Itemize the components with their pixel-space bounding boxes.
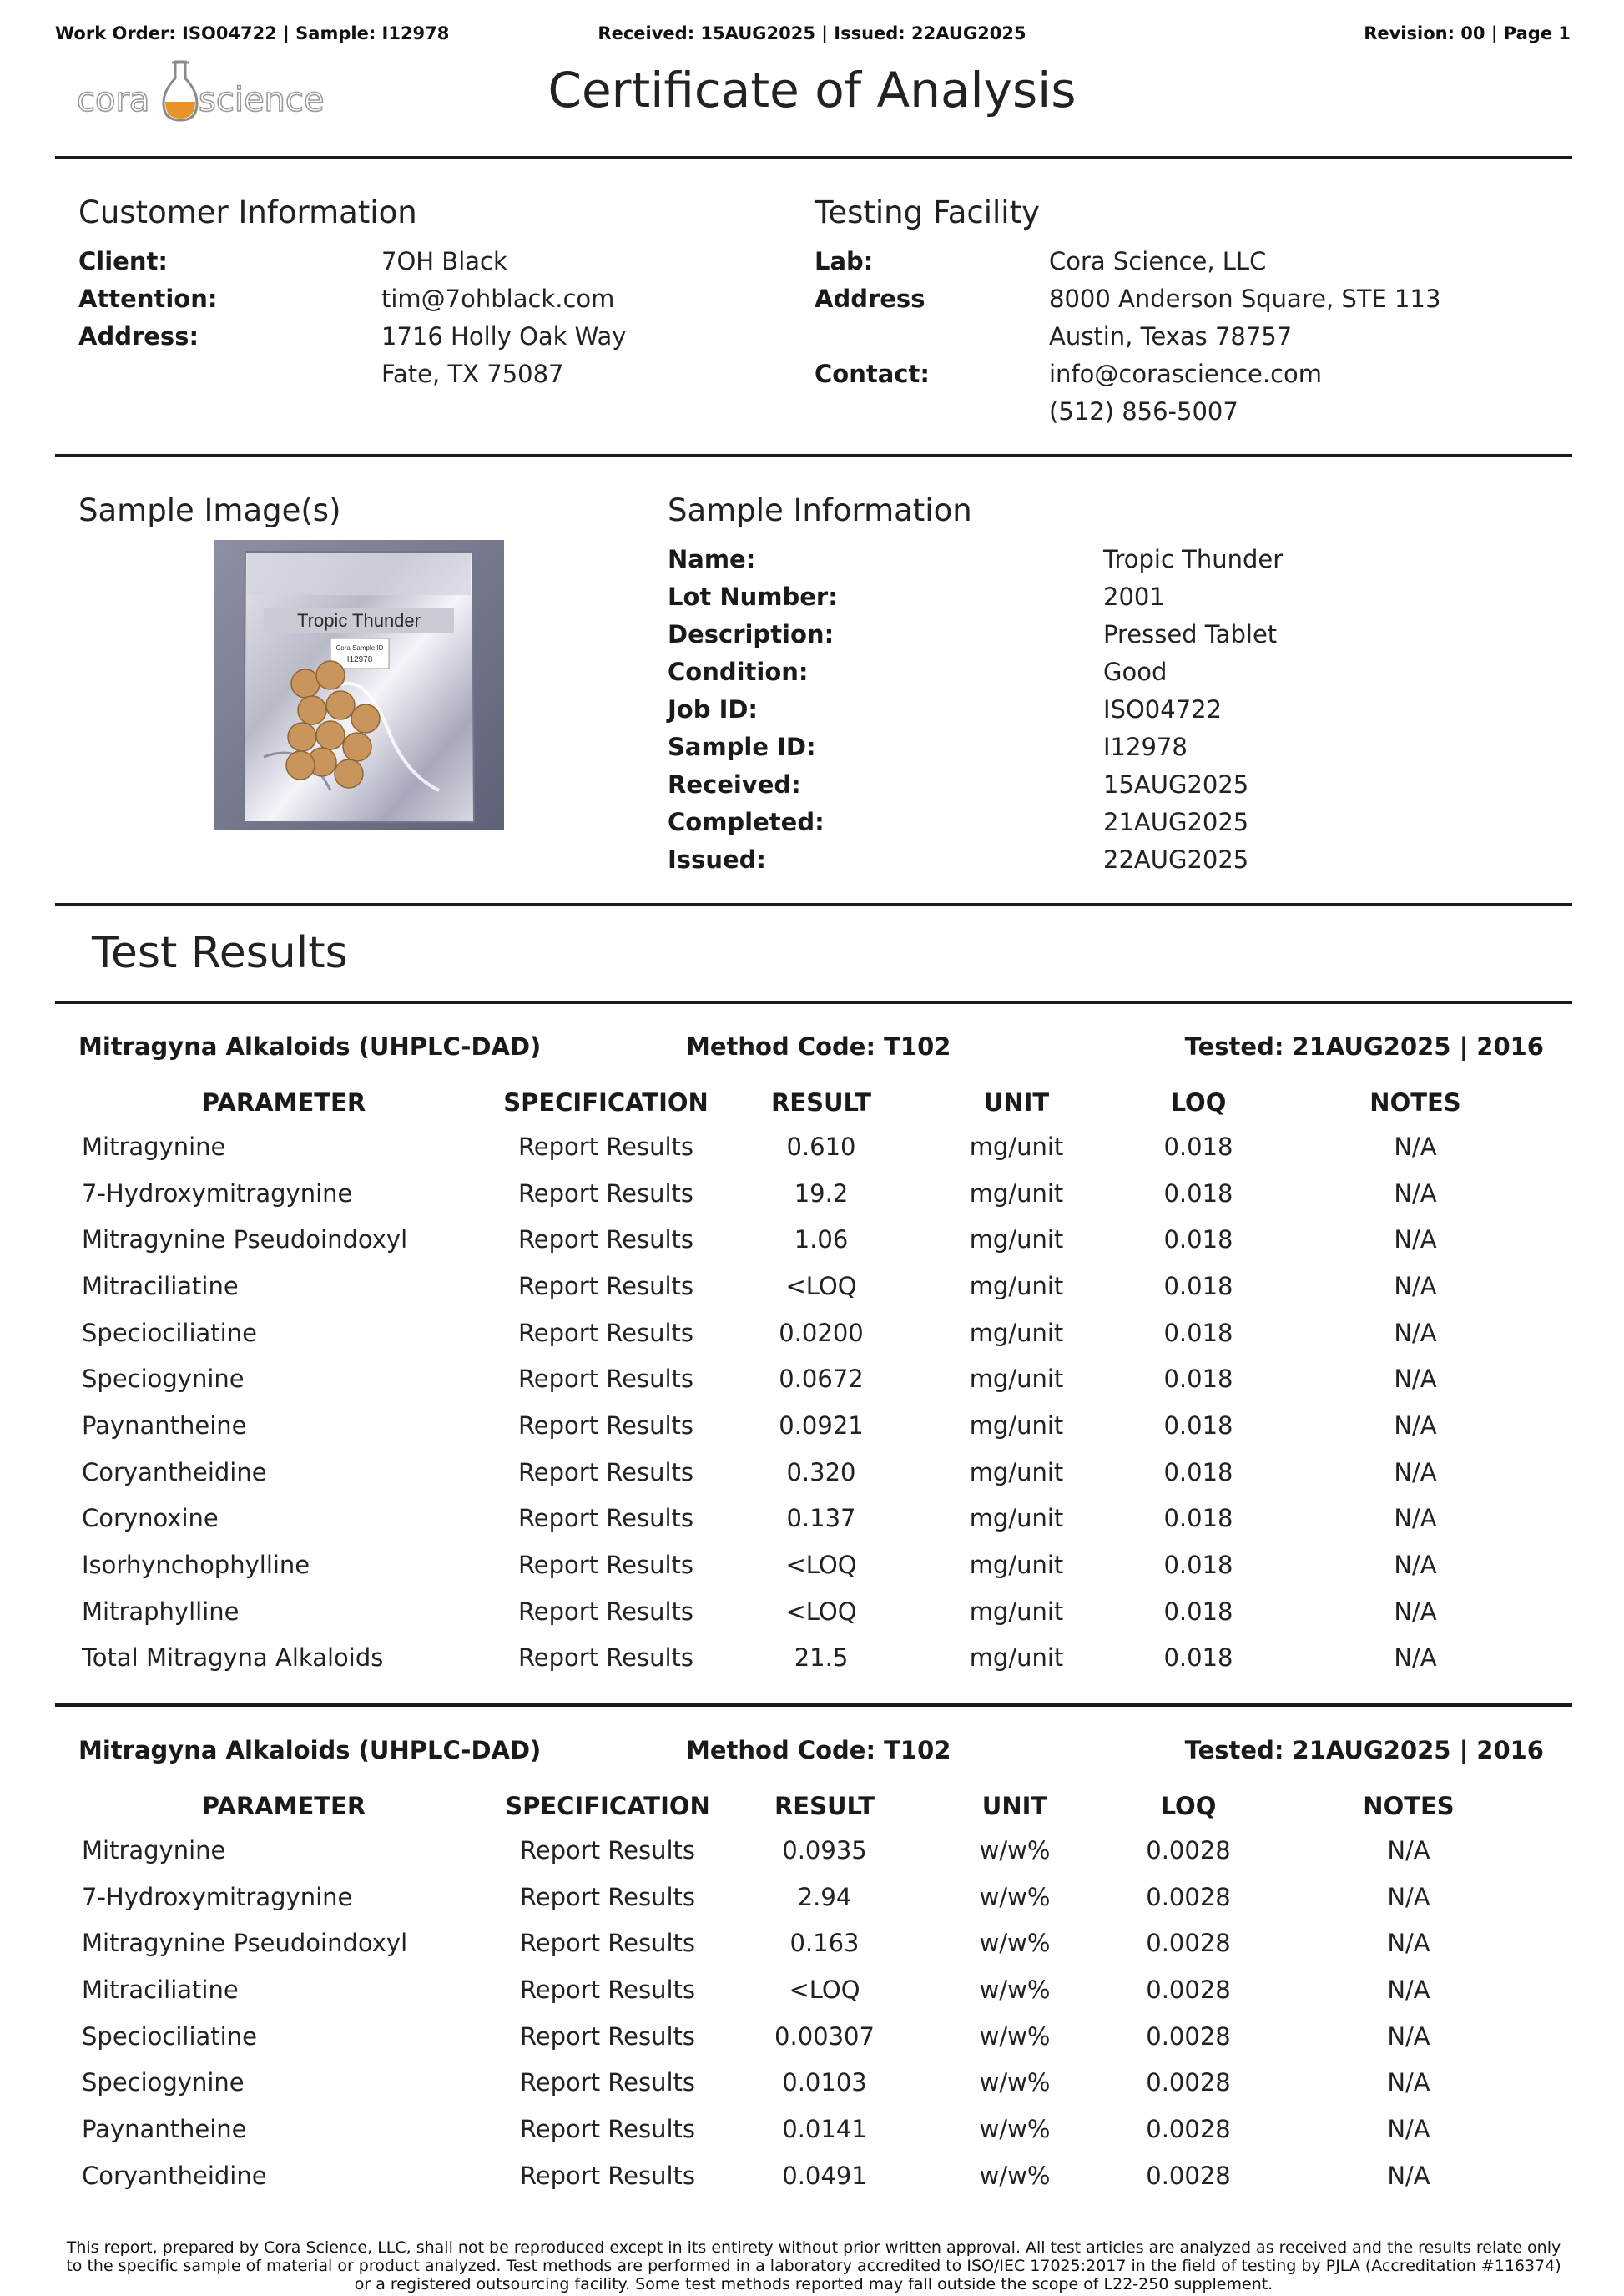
cell-unit: mg/unit <box>969 1178 1064 1208</box>
col-loq: LOQ <box>1160 1792 1217 1820</box>
cell-loq: 0.0028 <box>1146 2114 1231 2143</box>
cell-loq: 0.0028 <box>1146 1929 1231 1958</box>
cell-unit: w/w% <box>979 2161 1051 2190</box>
divider <box>55 1703 1572 1707</box>
cell-result: 0.00307 <box>774 2021 875 2051</box>
divider <box>55 1001 1572 1004</box>
cell-result: 21.5 <box>794 1643 849 1673</box>
cell-unit: mg/unit <box>969 1551 1064 1580</box>
cell-specification: Report Results <box>517 1271 694 1300</box>
cell-specification: Report Results <box>519 2068 696 2097</box>
cell-parameter: Mitragynine <box>82 1835 226 1865</box>
contact-label: Contact: <box>815 360 930 388</box>
cell-parameter: 7-Hydroxymitragynine <box>82 1882 353 1911</box>
sample-info-label: Job ID: <box>668 695 759 724</box>
cell-unit: w/w% <box>979 1975 1051 2004</box>
cell-parameter: Mitraciliatine <box>82 1271 239 1300</box>
cell-parameter: Coryantheidine <box>82 1457 267 1486</box>
cell-notes: N/A <box>1387 2068 1430 2097</box>
cell-notes: N/A <box>1387 2114 1430 2143</box>
sample-info-value: 22AUG2025 <box>1103 845 1249 874</box>
sample-info-value: 2001 <box>1103 583 1165 611</box>
cell-specification: Report Results <box>519 1882 696 1911</box>
cell-notes: N/A <box>1394 1365 1437 1394</box>
cell-unit: mg/unit <box>969 1271 1064 1300</box>
cell-unit: mg/unit <box>969 1410 1064 1440</box>
cell-loq: 0.018 <box>1163 1318 1233 1347</box>
col-notes: NOTES <box>1363 1792 1455 1820</box>
cell-specification: Report Results <box>517 1457 694 1486</box>
cell-notes: N/A <box>1387 1929 1430 1958</box>
sample-info-value: ISO04722 <box>1103 695 1223 724</box>
sample-info-label: Lot Number: <box>668 583 838 611</box>
footer-line: to the specific sample of material or product analyzed. Test methods are performed in a laboratory accredited to ISO/IEC 17025:2017 in the field of testing by PJLA (Accreditation #116374) <box>66 2257 1561 2275</box>
cell-specification: Report Results <box>519 1835 696 1865</box>
table-row <box>80 1588 1549 1635</box>
attention-label: Attention: <box>78 285 218 313</box>
contact-phone: (512) 856-5007 <box>1049 397 1238 426</box>
cell-result: 19.2 <box>794 1178 849 1208</box>
cell-specification: Report Results <box>517 1318 694 1347</box>
cell-specification: Report Results <box>517 1132 694 1161</box>
customer-address-line1: 1716 Holly Oak Way <box>381 322 627 351</box>
sticker-line1: Cora Sample ID <box>335 644 384 652</box>
table-row <box>80 2152 1549 2199</box>
section-name: Mitragyna Alkaloids (UHPLC-DAD) <box>78 1736 542 1764</box>
cell-result: 0.163 <box>789 1929 860 1958</box>
sample-info-value: Tropic Thunder <box>1103 545 1284 573</box>
lab-label: Lab: <box>815 247 874 275</box>
col-specification: SPECIFICATION <box>505 1792 710 1820</box>
cell-parameter: Coryantheidine <box>82 2161 267 2190</box>
cell-specification: Report Results <box>517 1597 694 1626</box>
sticker-line2: I12978 <box>346 655 373 664</box>
table-row <box>80 1263 1549 1309</box>
cell-result: 0.0491 <box>782 2161 867 2190</box>
cell-unit: mg/unit <box>969 1457 1064 1486</box>
cell-specification: Report Results <box>519 1975 696 2004</box>
table-row <box>80 1123 1549 1170</box>
cell-result: 2.94 <box>797 1882 852 1911</box>
cell-loq: 0.0028 <box>1146 1882 1231 1911</box>
client-label: Client: <box>78 247 168 275</box>
cell-parameter: Mitragynine Pseudoindoxyl <box>82 1929 408 1958</box>
cell-specification: Report Results <box>519 2114 696 2143</box>
cell-unit: mg/unit <box>969 1318 1064 1347</box>
cell-specification: Report Results <box>519 2161 696 2190</box>
cell-loq: 0.018 <box>1163 1457 1233 1486</box>
lab-value: Cora Science, LLC <box>1049 247 1267 275</box>
cell-unit: w/w% <box>979 1929 1051 1958</box>
cell-specification: Report Results <box>517 1410 694 1440</box>
cell-notes: N/A <box>1387 2161 1430 2190</box>
sample-info-label: Name: <box>668 545 756 573</box>
section-method: Method Code: T102 <box>686 1736 951 1764</box>
sample-info-label: Completed: <box>668 808 825 836</box>
cell-parameter: Speciogynine <box>82 2068 245 2097</box>
table-header-row <box>80 1785 1549 1827</box>
cell-unit: mg/unit <box>969 1597 1064 1626</box>
table-row <box>80 2013 1549 2060</box>
cell-notes: N/A <box>1387 2021 1430 2051</box>
cell-notes: N/A <box>1394 1597 1437 1626</box>
cell-result: 0.0672 <box>779 1365 864 1394</box>
cell-parameter: Speciociliatine <box>82 1318 257 1347</box>
cell-specification: Report Results <box>517 1551 694 1580</box>
results-table-w-w-percent <box>80 1785 1549 2199</box>
cell-loq: 0.0028 <box>1146 2161 1231 2190</box>
cell-unit: mg/unit <box>969 1504 1064 1533</box>
testing-facility-heading: Testing Facility <box>815 194 1040 230</box>
section-tested: Tested: 21AUG2025 | 2016 <box>1184 1736 1544 1764</box>
table-row <box>80 1496 1549 1542</box>
col-result: RESULT <box>774 1792 875 1820</box>
footer-disclaimer <box>55 2238 1572 2293</box>
cell-loq: 0.018 <box>1163 1410 1233 1440</box>
cell-result: <LOQ <box>785 1597 857 1626</box>
cell-specification: Report Results <box>517 1178 694 1208</box>
cell-result: 0.610 <box>786 1132 856 1161</box>
cell-parameter: Speciociliatine <box>82 2021 257 2051</box>
logo-text-science: science <box>199 81 325 119</box>
cell-parameter: Paynantheine <box>82 1410 247 1440</box>
col-parameter: PARAMETER <box>201 1792 366 1820</box>
cell-loq: 0.018 <box>1163 1504 1233 1533</box>
table-row <box>80 1827 1549 1874</box>
results-table-mg-unit <box>80 1082 1549 1681</box>
cell-result: <LOQ <box>785 1551 857 1580</box>
cell-parameter: 7-Hydroxymitragynine <box>82 1178 353 1208</box>
cell-result: 0.0103 <box>782 2068 867 2097</box>
cell-unit: mg/unit <box>969 1225 1064 1254</box>
col-loq: LOQ <box>1170 1088 1227 1117</box>
cell-notes: N/A <box>1394 1504 1437 1533</box>
divider <box>55 454 1572 457</box>
cell-parameter: Total Mitragyna Alkaloids <box>82 1643 384 1673</box>
cell-notes: N/A <box>1394 1225 1437 1254</box>
cell-result: 0.0200 <box>779 1318 864 1347</box>
cell-loq: 0.018 <box>1163 1551 1233 1580</box>
client-value: 7OH Black <box>381 247 507 275</box>
cell-loq: 0.018 <box>1163 1132 1233 1161</box>
cell-parameter: Mitraciliatine <box>82 1975 239 2004</box>
table-row <box>80 1170 1549 1217</box>
table-row <box>80 1216 1549 1263</box>
cell-specification: Report Results <box>517 1225 694 1254</box>
cell-unit: mg/unit <box>969 1132 1064 1161</box>
header-revision: Revision: 00 | Page 1 <box>1364 23 1571 43</box>
sample-info-label: Received: <box>668 770 801 799</box>
sample-info-value: Good <box>1103 658 1168 686</box>
facility-address-label: Address <box>815 285 925 313</box>
cell-specification: Report Results <box>519 1929 696 1958</box>
col-unit: UNIT <box>981 1792 1048 1820</box>
cell-notes: N/A <box>1387 1835 1430 1865</box>
cell-notes: N/A <box>1394 1551 1437 1580</box>
col-specification: SPECIFICATION <box>503 1088 709 1117</box>
cell-loq: 0.018 <box>1163 1643 1233 1673</box>
sample-info-value: I12978 <box>1103 733 1188 761</box>
divider <box>55 156 1572 159</box>
col-result: RESULT <box>770 1088 872 1117</box>
cell-notes: N/A <box>1387 1975 1430 2004</box>
sample-info-label: Issued: <box>668 845 766 874</box>
footer-line: or a registered outsourcing facility. Some test methods reported may fall outside the scope of L22-250 supplement. <box>354 2275 1273 2293</box>
cell-result: <LOQ <box>785 1271 857 1300</box>
cell-specification: Report Results <box>517 1504 694 1533</box>
cell-parameter: Speciogynine <box>82 1365 245 1394</box>
footer-line: This report, prepared by Cora Science, LLC, shall not be reproduced except in its entirety without prior written approval. All test articles are analyzed as received and the results relate only <box>66 2238 1561 2257</box>
divider <box>55 903 1572 906</box>
cell-unit: w/w% <box>979 2021 1051 2051</box>
logo-text-cora: cora <box>77 81 150 119</box>
facility-address-line2: Austin, Texas 78757 <box>1049 322 1293 351</box>
contact-email: info@corascience.com <box>1049 360 1323 388</box>
page-title: Certificate of Analysis <box>547 62 1077 119</box>
attention-value: tim@7ohblack.com <box>381 285 615 313</box>
cell-result: <LOQ <box>789 1975 860 2004</box>
table-row <box>80 1309 1549 1356</box>
cell-loq: 0.0028 <box>1146 1835 1231 1865</box>
cell-parameter: Isorhynchophylline <box>82 1551 310 1580</box>
sample-info-label: Sample ID: <box>668 733 816 761</box>
table-row <box>80 1874 1549 1920</box>
cell-unit: w/w% <box>979 1882 1051 1911</box>
cell-notes: N/A <box>1387 1882 1430 1911</box>
table-row <box>80 2059 1549 2106</box>
table-row <box>80 1920 1549 1966</box>
cell-notes: N/A <box>1394 1457 1437 1486</box>
col-unit: UNIT <box>983 1088 1050 1117</box>
cell-unit: w/w% <box>979 1835 1051 1865</box>
cell-unit: mg/unit <box>969 1365 1064 1394</box>
table-header-row <box>80 1082 1549 1123</box>
sample-info-heading: Sample Information <box>668 492 972 528</box>
cell-parameter: Corynoxine <box>82 1504 219 1533</box>
cell-loq: 0.018 <box>1163 1365 1233 1394</box>
sample-info-label: Description: <box>668 620 835 648</box>
cell-loq: 0.018 <box>1163 1597 1233 1626</box>
cell-specification: Report Results <box>517 1365 694 1394</box>
facility-address-line1: 8000 Anderson Square, STE 113 <box>1049 285 1441 313</box>
sample-images-heading: Sample Image(s) <box>78 492 341 528</box>
cell-parameter: Mitragynine Pseudoindoxyl <box>82 1225 408 1254</box>
cell-result: 0.137 <box>786 1504 856 1533</box>
cell-result: 0.0921 <box>779 1410 864 1440</box>
section-name: Mitragyna Alkaloids (UHPLC-DAD) <box>78 1032 542 1061</box>
table-row <box>80 1542 1549 1588</box>
cell-parameter: Mitraphylline <box>82 1597 240 1626</box>
cell-loq: 0.018 <box>1163 1271 1233 1300</box>
cell-notes: N/A <box>1394 1643 1437 1673</box>
cell-notes: N/A <box>1394 1178 1437 1208</box>
table-row <box>80 1966 1549 2013</box>
section-method: Method Code: T102 <box>686 1032 951 1061</box>
cell-result: 1.06 <box>794 1225 849 1254</box>
cell-unit: w/w% <box>979 2068 1051 2097</box>
bag-label: Tropic Thunder <box>297 610 421 631</box>
table-row <box>80 2106 1549 2152</box>
cell-parameter: Mitragynine <box>82 1132 226 1161</box>
customer-address-label: Address: <box>78 322 199 351</box>
cell-unit: w/w% <box>979 2114 1051 2143</box>
cell-loq: 0.018 <box>1163 1178 1233 1208</box>
sample-info-value: 15AUG2025 <box>1103 770 1249 799</box>
test-results-heading: Test Results <box>92 928 348 978</box>
cell-notes: N/A <box>1394 1318 1437 1347</box>
cell-result: 0.0141 <box>782 2114 867 2143</box>
cell-loq: 0.018 <box>1163 1225 1233 1254</box>
cell-result: 0.320 <box>786 1457 856 1486</box>
table-row <box>80 1402 1549 1449</box>
cell-notes: N/A <box>1394 1410 1437 1440</box>
table-row <box>80 1355 1549 1402</box>
cell-specification: Report Results <box>517 1643 694 1673</box>
customer-info-heading: Customer Information <box>78 194 417 230</box>
col-notes: NOTES <box>1369 1088 1461 1117</box>
cell-notes: N/A <box>1394 1271 1437 1300</box>
cell-unit: mg/unit <box>969 1643 1064 1673</box>
cell-loq: 0.0028 <box>1146 1975 1231 2004</box>
sample-photo <box>214 540 504 830</box>
sample-info-value: 21AUG2025 <box>1103 808 1249 836</box>
customer-address-line2: Fate, TX 75087 <box>381 360 564 388</box>
cell-parameter: Paynantheine <box>82 2114 247 2143</box>
section-tested: Tested: 21AUG2025 | 2016 <box>1184 1032 1544 1061</box>
cell-notes: N/A <box>1394 1132 1437 1161</box>
cell-specification: Report Results <box>519 2021 696 2051</box>
sample-info-label: Condition: <box>668 658 809 686</box>
header-work-order: Work Order: ISO04722 | Sample: I12978 <box>55 23 450 43</box>
cell-result: 0.0935 <box>782 1835 867 1865</box>
table-row <box>80 1449 1549 1496</box>
sample-info-value: Pressed Tablet <box>1103 620 1278 648</box>
table-row <box>80 1635 1549 1682</box>
header-dates: Received: 15AUG2025 | Issued: 22AUG2025 <box>598 23 1026 43</box>
col-parameter: PARAMETER <box>201 1088 366 1117</box>
cell-loq: 0.0028 <box>1146 2068 1231 2097</box>
cell-loq: 0.0028 <box>1146 2021 1231 2051</box>
